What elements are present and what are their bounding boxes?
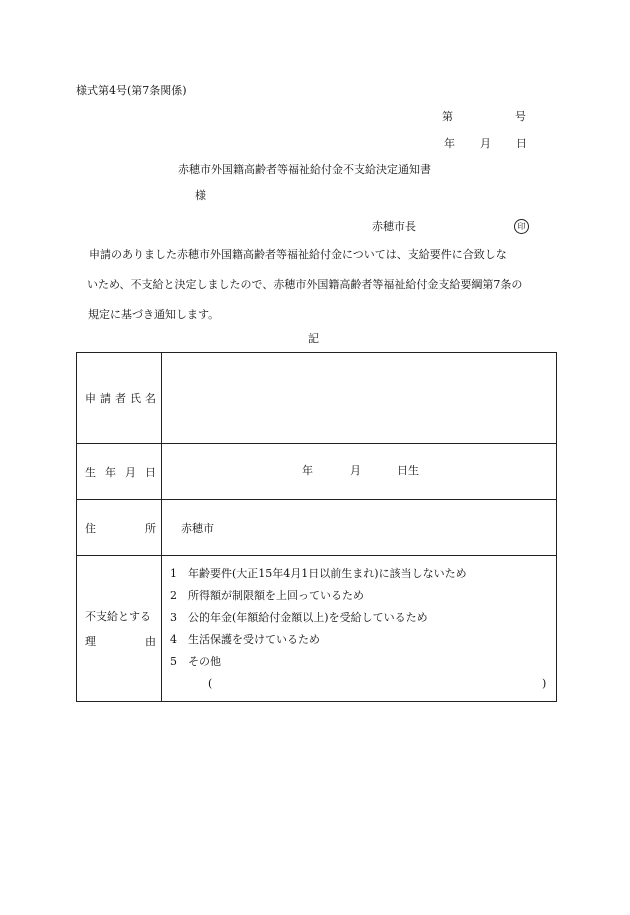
reason-number: 2 xyxy=(170,588,177,602)
reason-item[interactable] xyxy=(170,629,556,651)
birth-row xyxy=(77,444,557,500)
birth-label-char: 月 xyxy=(125,465,136,479)
reason-number: 4 xyxy=(170,632,177,646)
birth-label-char: 日 xyxy=(145,465,156,479)
applicant-row xyxy=(77,353,557,444)
applicant-label-char: 請 xyxy=(100,392,111,405)
address-label-char: 住 xyxy=(85,521,96,535)
applicant-label xyxy=(77,353,162,444)
reason-text: その他 xyxy=(188,654,221,668)
paren-open: ( xyxy=(208,676,213,690)
address-row xyxy=(77,500,557,556)
applicant-name-field[interactable] xyxy=(162,353,557,444)
birth-label-char: 年 xyxy=(105,465,116,479)
birth-day-unit: 日生 xyxy=(397,463,419,477)
reason-text: 所得額が制限額を上回っているため xyxy=(188,588,364,602)
form-number: 様式第4号(第7条関係) xyxy=(76,84,187,97)
other-reason-field[interactable] xyxy=(170,673,556,695)
date-day: 日 xyxy=(516,137,527,150)
address-value: 赤穂市 xyxy=(181,521,214,535)
doc-number-dai: 第 xyxy=(442,110,453,123)
paren-close: ) xyxy=(542,676,547,690)
reason-label-line1: 不支給とする xyxy=(85,610,151,623)
issuer-name: 赤穂市長 xyxy=(372,220,416,233)
applicant-label-char: 名 xyxy=(145,392,156,405)
reason-row xyxy=(77,556,557,702)
addressee-suffix: 様 xyxy=(195,189,206,202)
applicant-label-char: 氏 xyxy=(130,392,141,405)
reason-item[interactable] xyxy=(170,607,556,629)
address-label-char: 所 xyxy=(145,521,156,535)
body-line-2: いため、不支給と決定しましたので、赤穂市外国籍高齢者等福祉給付金支給要綱第7条の xyxy=(87,278,523,291)
birth-label-char: 生 xyxy=(85,465,96,479)
applicant-label-char: 者 xyxy=(115,392,126,405)
seal-icon: 印 xyxy=(514,219,529,234)
reason-label-char: 由 xyxy=(145,635,156,648)
birth-year-unit: 年 xyxy=(302,463,313,477)
reason-number: 3 xyxy=(170,610,177,624)
body-line-1: 申請のありました赤穂市外国籍高齢者等福祉給付金については、支給要件に合致しな xyxy=(89,248,507,261)
applicant-label-char: 申 xyxy=(85,392,96,405)
reason-label xyxy=(77,556,162,702)
birth-month-unit: 月 xyxy=(350,463,361,477)
birth-label xyxy=(77,444,162,500)
date-month: 月 xyxy=(480,137,491,150)
reason-label-char: 理 xyxy=(85,635,96,648)
document-title: 赤穂市外国籍高齢者等福祉給付金不支給決定通知書 xyxy=(178,163,431,176)
address-label xyxy=(77,500,162,556)
reason-options xyxy=(162,556,557,702)
reason-item[interactable] xyxy=(170,651,556,673)
reason-item[interactable] xyxy=(170,585,556,607)
body-line-3: 規定に基づき通知します。 xyxy=(88,308,220,321)
reason-text: 公的年金(年額給付金額以上)を受給しているため xyxy=(188,610,428,624)
reason-number: 1 xyxy=(170,566,177,580)
reason-item[interactable] xyxy=(170,563,556,585)
date-year: 年 xyxy=(444,137,455,150)
ki-label: 記 xyxy=(308,332,319,345)
reason-text: 生活保護を受けているため xyxy=(188,632,320,646)
doc-number-go: 号 xyxy=(515,110,526,123)
reason-number: 5 xyxy=(170,654,177,668)
reason-text: 年齢要件(大正15年4月1日以前生まれ)に該当しないため xyxy=(188,566,467,580)
detail-table xyxy=(76,352,557,702)
birth-date-field[interactable] xyxy=(162,444,557,500)
address-field[interactable] xyxy=(162,500,557,556)
